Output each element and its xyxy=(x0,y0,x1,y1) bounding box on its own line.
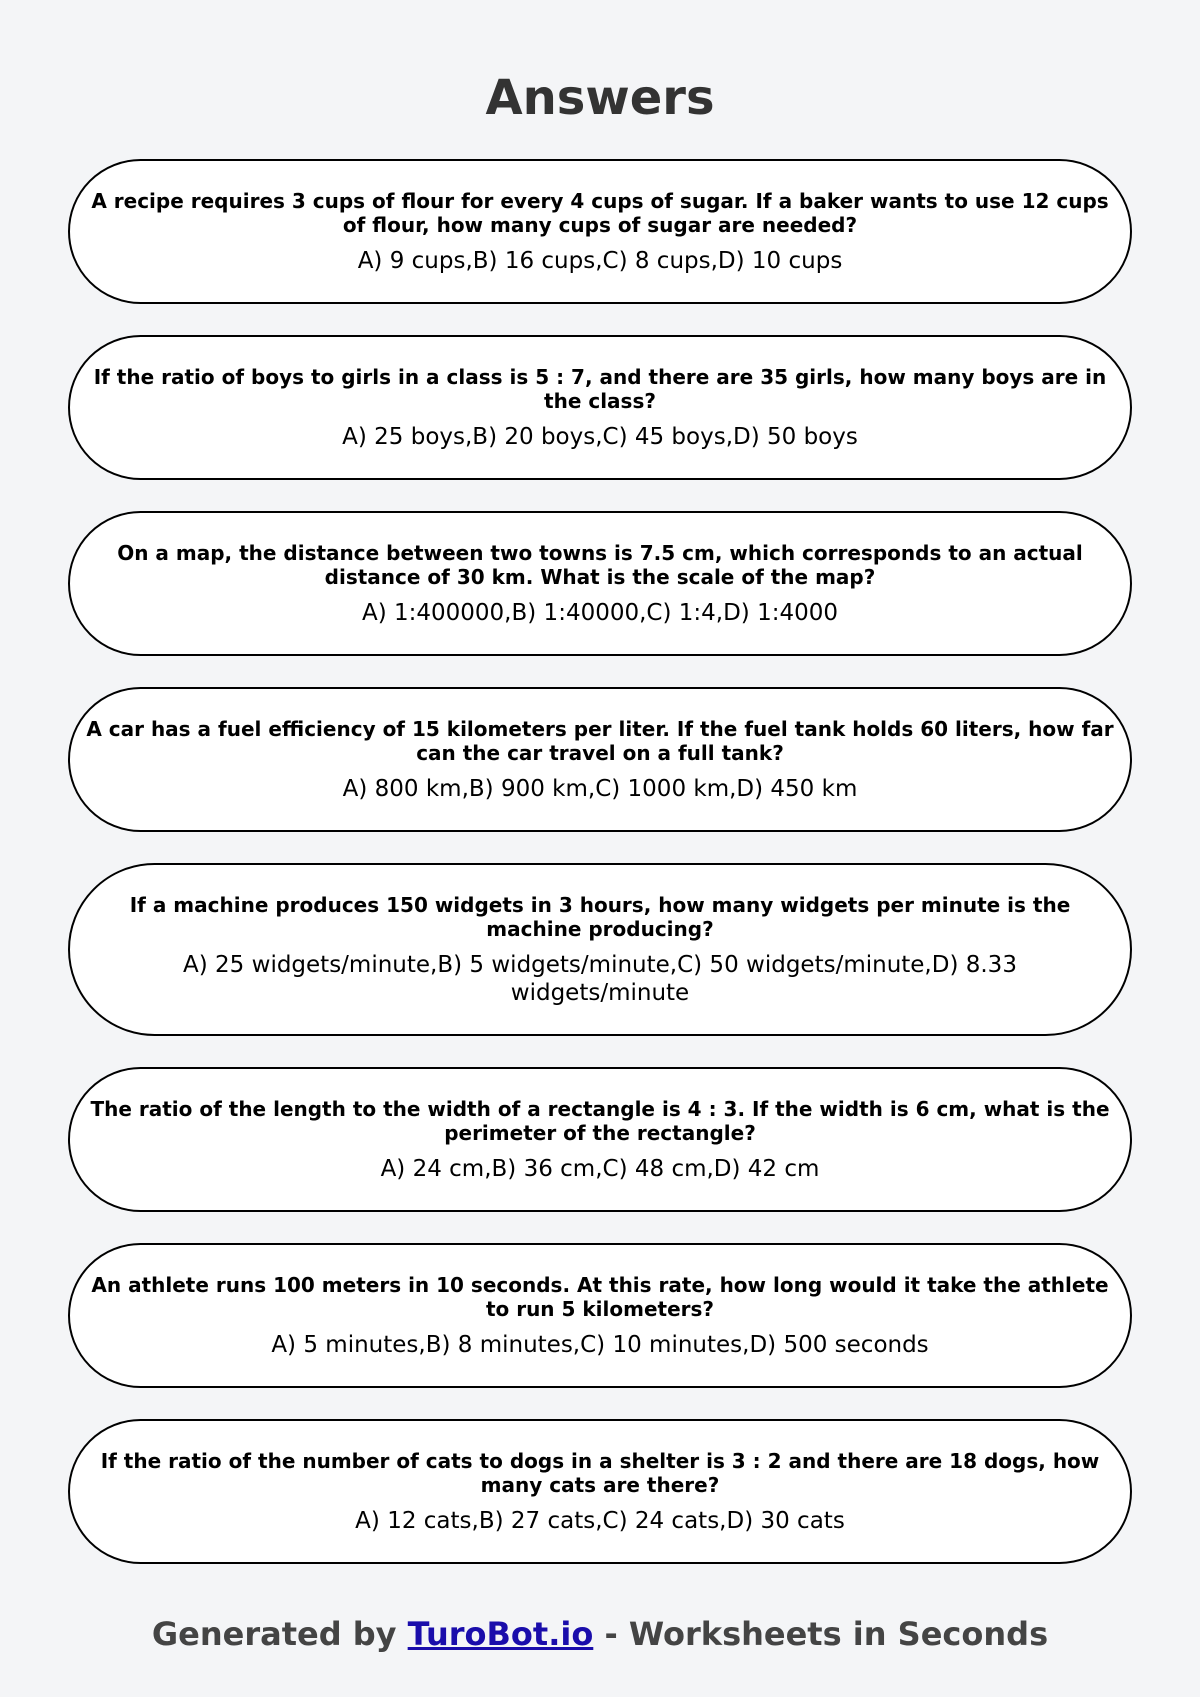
turobot-link[interactable]: TuroBot.io xyxy=(407,1615,594,1653)
answer-options: A) 25 boys,B) 20 boys,C) 45 boys,D) 50 boys xyxy=(342,423,858,450)
question-card-3 xyxy=(68,511,1132,656)
answer-options: A) 800 km,B) 900 km,C) 1000 km,D) 450 km xyxy=(342,775,858,802)
question-text: On a map, the distance between two towns is 7.5 cm, which corresponds to an actual distance of 30 km. What is the scale of the map? xyxy=(117,540,1083,589)
answer-options: A) 1:400000,B) 1:40000,C) 1:4,D) 1:4000 xyxy=(361,599,838,626)
question-card-8 xyxy=(68,1419,1132,1564)
question-card-6 xyxy=(68,1067,1132,1212)
question-card-1 xyxy=(68,159,1132,304)
question-text: If a machine produces 150 widgets in 3 hours, how many widgets per minute is the machine producing? xyxy=(129,892,1071,941)
question-card-2 xyxy=(68,335,1132,480)
question-text: An athlete runs 100 meters in 10 seconds. At this rate, how long would it take the athlete to run 5 kilometers? xyxy=(91,1272,1109,1321)
question-list xyxy=(68,159,1132,1595)
question-card-5 xyxy=(68,863,1132,1036)
answer-options: A) 5 minutes,B) 8 minutes,C) 10 minutes,D) 500 seconds xyxy=(271,1331,929,1358)
footer xyxy=(0,1614,1200,1654)
question-text: If the ratio of boys to girls in a class is 5 : 7, and there are 35 girls, how many boys are in the class? xyxy=(93,364,1107,413)
question-text: A recipe requires 3 cups of flour for every 4 cups of sugar. If a baker wants to use 12 cups of flour, how many cups of sugar are needed? xyxy=(91,188,1109,237)
footer-suffix: - Worksheets in Seconds xyxy=(593,1615,1049,1653)
footer-prefix: Generated by xyxy=(151,1615,408,1653)
answer-options: A) 12 cats,B) 27 cats,C) 24 cats,D) 30 cats xyxy=(355,1507,845,1534)
question-card-7 xyxy=(68,1243,1132,1388)
question-card-4 xyxy=(68,687,1132,832)
question-text: A car has a fuel efficiency of 15 kilometers per liter. If the fuel tank holds 60 liters, how far can the car travel on a full tank? xyxy=(86,716,1114,765)
answer-options: A) 25 widgets/minute,B) 5 widgets/minute,C) 50 widgets/minute,D) 8.33 widgets/minute xyxy=(183,951,1017,1006)
page-title: Answers xyxy=(485,70,715,126)
answer-options: A) 24 cm,B) 36 cm,C) 48 cm,D) 42 cm xyxy=(380,1155,820,1182)
question-text: If the ratio of the number of cats to dogs in a shelter is 3 : 2 and there are 18 dogs, how many cats are there? xyxy=(100,1448,1100,1497)
question-text: The ratio of the length to the width of a rectangle is 4 : 3. If the width is 6 cm, what is the perimeter of the rectangle? xyxy=(90,1096,1110,1145)
answer-options: A) 9 cups,B) 16 cups,C) 8 cups,D) 10 cups xyxy=(357,247,843,274)
